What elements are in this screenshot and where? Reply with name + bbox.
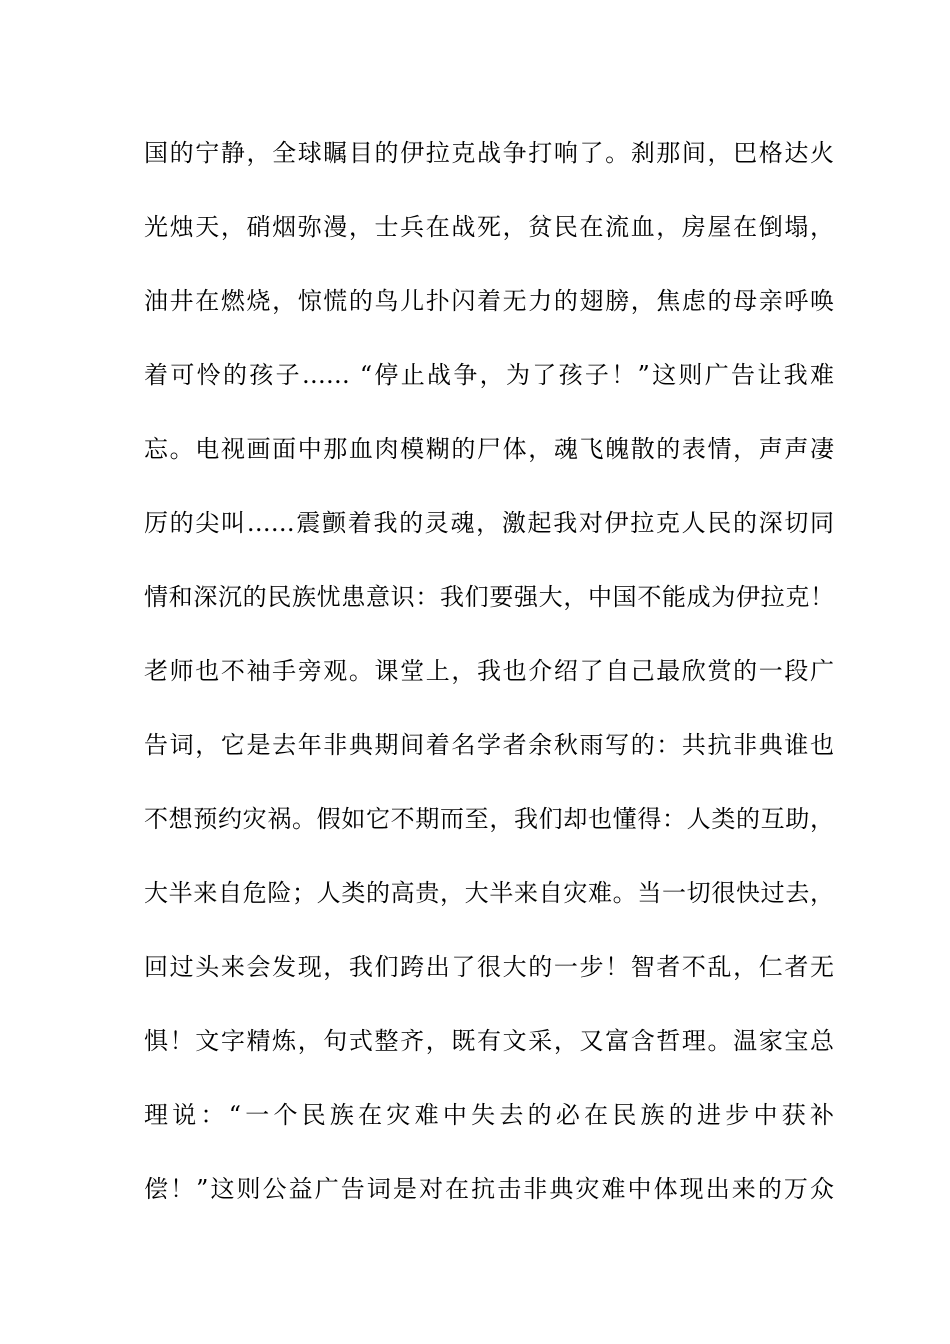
- text-line: 着可怜的孩子…… “停止战争，为了孩子！”这则广告让我难: [144, 361, 834, 389]
- text-line: 偿！”这则公益广告词是对在抗击非典灾难中体现出来的万众: [144, 1175, 834, 1203]
- text-line: 理说：“一个民族在灾难中失去的必在民族的进步中获补: [144, 1101, 834, 1129]
- text-line: 老师也不袖手旁观。课堂上，我也介绍了自己最欣赏的一段广: [144, 657, 834, 685]
- text-line: 厉的尖叫……震颤着我的灵魂，激起我对伊拉克人民的深切同: [144, 509, 834, 537]
- text-line: 国的宁静，全球瞩目的伊拉克战争打响了。刹那间，巴格达火: [144, 139, 834, 167]
- text-line: 惧！文字精炼，句式整齐，既有文采，又富含哲理。温家宝总: [144, 1027, 834, 1055]
- text-line: 油井在燃烧，惊慌的鸟儿扑闪着无力的翅膀，焦虑的母亲呼唤: [144, 287, 834, 315]
- text-line: 不想预约灾祸。假如它不期而至，我们却也懂得：人类的互助，: [144, 805, 834, 833]
- text-line: 情和深沉的民族忧患意识：我们要强大，中国不能成为伊拉克！: [144, 583, 834, 611]
- text-line: 忘。电视画面中那血肉模糊的尸体，魂飞魄散的表情，声声凄: [144, 435, 834, 463]
- text-line: 光烛天，硝烟弥漫，士兵在战死，贫民在流血，房屋在倒塌，: [144, 213, 834, 241]
- text-line: 告词，它是去年非典期间着名学者余秋雨写的：共抗非典谁也: [144, 731, 834, 759]
- body-text: [144, 131, 834, 1241]
- text-line: 大半来自危险；人类的高贵，大半来自灾难。当一切很快过去，: [144, 879, 834, 907]
- text-line: 回过头来会发现，我们跨出了很大的一步！智者不乱，仁者无: [144, 953, 834, 981]
